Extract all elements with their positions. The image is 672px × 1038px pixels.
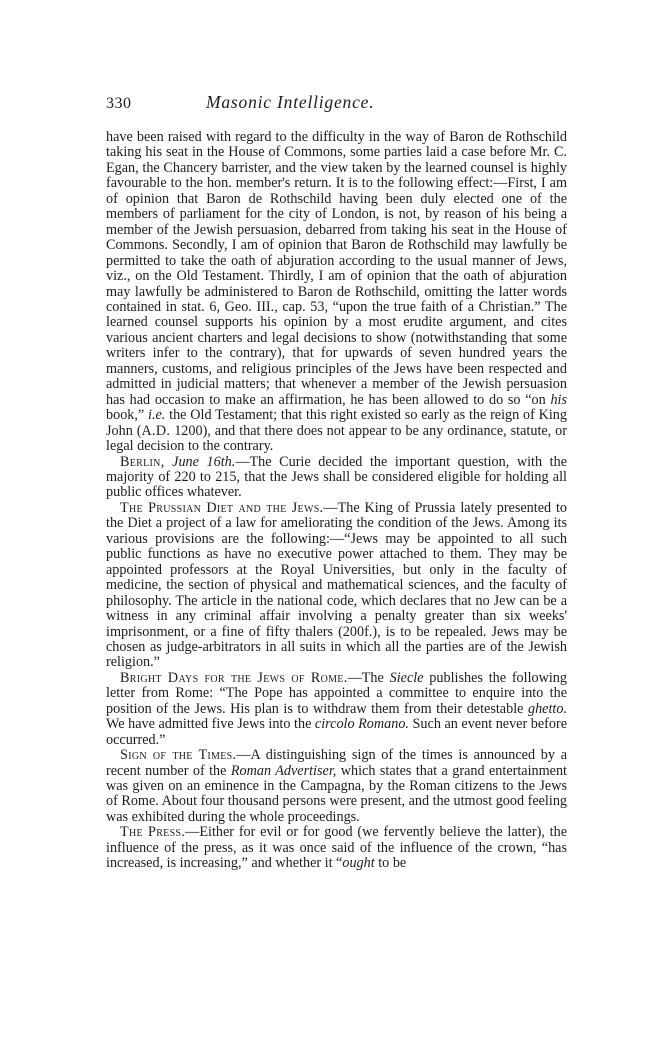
- paragraph-press: The Press.—Either for evil or for good (we fervently believe the latter), the influence of the press, as it was once said of the influence of the crown, “has increased, is increasing,” and whether it “ought to be: [106, 824, 567, 872]
- section-heading: Sign of the Times.: [120, 747, 237, 764]
- section-heading: Berlin,: [120, 453, 165, 470]
- body-text: [106, 130, 567, 872]
- paragraph-rothschild: have been raised with regard to the difficulty in the way of Baron de Rothschild taking his seat in the House of Commons, some parties laid a case before Mr. C. Egan, the Chancery barrister, and the view taken by the learned counsel is highly favourable to the hon. member's return. It is to the following effect:—First, I am of opinion that Baron de Rothschild having been duly elected one of the members of parliament for the city of London, is not, by reason of his being a member of the Jewish persuasion, debarred from taking his seat in the House of Commons. Secondly, I am of opinion that Baron de Rothschild may lawfully be permitted to take the oath of abjuration according to the usual manner of Jews, viz., on the Old Testament. Thirdly, I am of opinion that the oath of abjuration may lawfully be administered to Baron de Rothschild, omitting the latter words contained in stat. 6, Geo. III., cap. 53, “upon the true faith of a Christian.” The learned counsel supports his opinion by a most erudite argument, and cites various ancient charters and legal decisions to show (notwithstanding that some writers infer to the contrary), that for upwards of seven hundred years the manners, customs, and religious principles of the Jews have been respected and admitted in judicial matters; that whenever a member of the Jewish persuasion has had occasion to make an affirmation, he has been allowed to do so “on his book,” i.e. the Old Testament; that this right existed so early as the reign of King John (A.D. 1200), and that there does not appear to be any ordinance, statute, or legal decision to the contrary.: [106, 129, 567, 455]
- page-number: 330: [106, 95, 132, 112]
- paragraph-sign-of-times: Sign of the Times.—A distinguishing sign of the times is announced by a recent number of the Roman Advertiser, which states that a grand entertainment was given on an eminence in the Campagna, by the Roman citizens to the Jews of Rome. About four thousand persons were present, and the utmost good feeling was exhibited during the whole proceedings.: [106, 747, 568, 825]
- paragraph-prussian-diet: The Prussian Diet and the Jews.—The King of Prussia lately presented to the Diet a project of a law for ameliorating the condition of the Jews. Among its various provisions are the following:—“Jews may be appointed to all such public functions as have no executive power attached to them. They may be appointed professors at the Royal Universities, but only in the faculty of medicine, the section of physical and mathematical sciences, and the faculty of philosophy. The article in the national code, which declares that no Jew can be a witness in any criminal affair involving a penalty greater than six weeks' imprisonment, or a fine of fifty thalers (200f.), is to be repealed. Jews may be chosen as judge-arbitrators in all suits in which all the parties are of the Jewish religion.”: [106, 499, 567, 671]
- section-heading: Bright Days for the Jews of Rome.: [120, 669, 348, 686]
- section-heading: The Press.: [120, 824, 186, 841]
- paragraph-rome: Bright Days for the Jews of Rome.—The Siecle publishes the following letter from Rome: “The Pope has appointed a committee to enquire into the position of the Jews. His plan is to withdraw them from their detestable ghetto. We have admitted five Jews into the circolo Romano. Such an event never before occurred.”: [106, 669, 567, 748]
- running-title: Masonic Intelligence.: [206, 92, 375, 112]
- section-heading: The Prussian Diet and the Jews.: [120, 499, 324, 516]
- running-header: [106, 92, 567, 130]
- paragraph-berlin: Berlin, June 16th.—The Curie decided the important question, with the majority of 220 to 215, that the Jews shall be considered eligible for holding all public offices whatever.: [106, 453, 567, 501]
